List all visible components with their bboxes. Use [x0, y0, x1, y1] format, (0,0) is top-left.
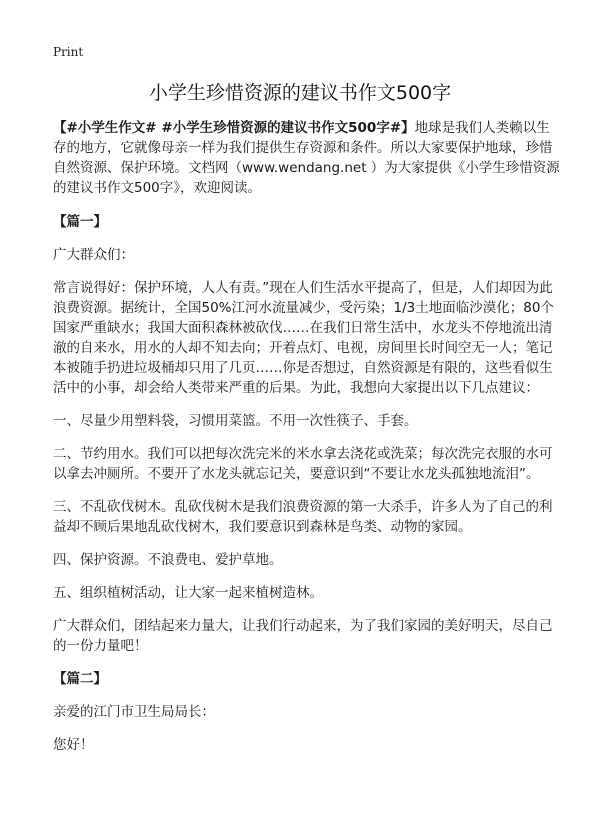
- suggestion-item: 二、节约用水。我们可以把每次洗完米的米水拿去浇花或洗菜；每次洗完衣服的水可以拿去冲厕所。不要开了水龙头就忘记关，要意识到“不要让水龙头孤独地流泪”。: [53, 446, 553, 482]
- document-body: [53, 118, 563, 768]
- section1-body: 常言说得好：保护环境，人人有责。”现在人们生活水平提高了，但是，人们却因为此浪费资源。据统计，全国50%江河水流量减少，受污染；1/3土地面临沙漠化；80个国家严重缺水；我国大面积森林被砍伐……在我们日常生活中，水龙头不停地流出清澈的自来水，用水的人却不知去向；开着点灯、电视，房间里长时间空无一人；笔记本被随手扔进垃圾桶却只用了几页……你是否想过，自然资源是有限的，这些看似生活中的小事，却会给人类带来严重的后果。为此，我想向大家提出以下几点建议：: [53, 280, 554, 396]
- suggestion-item: 三、不乱砍伐树木。乱砍伐树木是我们浪费资源的第一大杀手，许多人为了自己的利益却不顾后果地乱砍伐树木，我们要意识到森林是鸟类、动物的家园。: [53, 499, 553, 535]
- page-title: 小学生珍惜资源的建议书作文500字: [148, 82, 452, 104]
- section1-greeting: 广大群众们：: [53, 247, 134, 263]
- section1-closing: 广大群众们，团结起来力量大，让我们行动起来，为了我们家园的美好明天，尽自己的一份力量吧！: [53, 618, 553, 654]
- intro-text: 地球是我们人类赖以生存的地方，它就像母亲一样为我们提供生存资源和条件。所以大家要保护地球，珍惜自然资源、保护环境。文档网（www.wendang.net ）为大家提供《小学生珍惜资源的建议书作文500字》，欢迎阅读。: [53, 120, 560, 196]
- print-label: Print: [53, 45, 84, 59]
- section2-salutation: 亲爱的江门市卫生局局长：: [53, 704, 215, 720]
- intro-paragraph: [53, 118, 563, 198]
- suggestion-item: 一、尽量少用塑料袋，习惯用菜篮。不用一次性筷子、手套。: [53, 413, 418, 429]
- suggestion-item: 五、组织植树活动，让大家一起来植树造林。: [53, 585, 323, 601]
- section2-greeting: 您好！: [53, 737, 94, 753]
- section-heading-2: 【篇二】: [53, 671, 107, 687]
- section-heading-1: 【篇一】: [53, 214, 107, 230]
- intro-tag: 【#小学生作文# #小学生珍惜资源的建议书作文500字#】: [53, 120, 415, 136]
- suggestion-item: 四、保护资源。不浪费电、爱护草地。: [53, 552, 283, 568]
